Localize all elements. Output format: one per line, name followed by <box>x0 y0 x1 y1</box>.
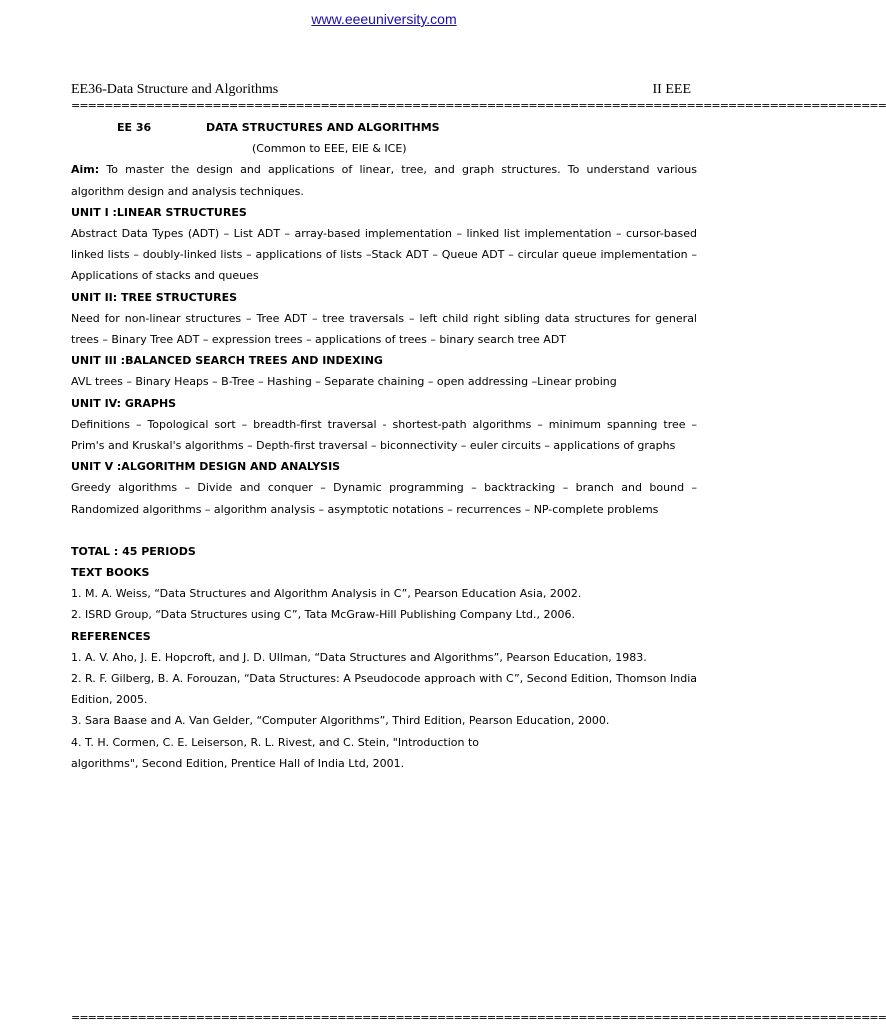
site-link[interactable]: www.eeeuniversity.com <box>311 11 457 27</box>
unit-1-body: Abstract Data Types (ADT) – List ADT – array-based implementation – linked list implementation – cursor-based linked lists – doubly-linked lists – applications of lists –Stack ADT – Queue ADT – circular queue implementation – Applications of stacks and queues <box>71 227 697 283</box>
reference-item: 3. Sara Baase and A. Van Gelder, “Computer Algorithms”, Third Edition, Pearson Education, 2000. <box>71 714 610 728</box>
unit-4-body: Definitions – Topological sort – breadth-first traversal - shortest-path algorithms – minimum spanning tree – Prim's and Kruskal's algorithms – Depth-first traversal – biconnectivity – euler circuits – applications of graphs <box>71 417 697 453</box>
course-code: EE 36 <box>117 121 152 134</box>
aim-paragraph <box>71 159 697 201</box>
reference-item: 1. A. V. Aho, J. E. Hopcroft, and J. D. Ullman, “Data Structures and Algorithms”, Pearson Education, 1983. <box>71 650 647 664</box>
bottom-divider: ================================================================================================== <box>71 1011 886 1024</box>
unit-4-title: UNIT IV: GRAPHS <box>71 396 177 410</box>
references-title: REFERENCES <box>71 629 151 643</box>
course-common-note: (Common to EEE, EIE & ICE) <box>252 142 407 156</box>
reference-item: algorithms", Second Edition, Prentice Hall of India Ltd, 2001. <box>71 756 405 770</box>
spacer <box>71 520 697 541</box>
aim-label: Aim: <box>71 163 100 177</box>
unit-3-body: AVL trees – Binary Heaps – B-Tree – Hashing – Separate chaining – open addressing –Linear probing <box>71 375 617 389</box>
reference-item: 4. T. H. Cormen, C. E. Leiserson, R. L. Rivest, and C. Stein, "Introduction to <box>71 735 480 749</box>
text-book-item: 2. ISRD Group, “Data Structures using C”, Tata McGraw-Hill Publishing Company Ltd., 2006. <box>71 608 575 622</box>
top-divider: ================================================================================================== <box>71 99 886 112</box>
unit-5-title: UNIT V :ALGORITHM DESIGN AND ANALYSIS <box>71 460 341 474</box>
unit-1-title: UNIT I :LINEAR STRUCTURES <box>71 205 247 219</box>
text-book-item: 1. M. A. Weiss, “Data Structures and Algorithm Analysis in C”, Pearson Education Asia, 2002. <box>71 587 582 601</box>
reference-item: 2. R. F. Gilberg, B. A. Forouzan, “Data Structures: A Pseudocode approach with C”, Second Edition, Thomson India Edition, 2005. <box>71 672 697 707</box>
course-header-class: II EEE <box>652 82 691 97</box>
course-name: DATA STRUCTURES AND ALGORITHMS <box>206 121 440 134</box>
aim-text: To master the design and applications of linear, tree, and graph structures. To understand various algorithm design and analysis techniques. <box>71 163 697 198</box>
syllabus-content <box>71 117 697 774</box>
unit-3-title: UNIT III :BALANCED SEARCH TREES AND INDEXING <box>71 354 383 368</box>
unit-5-body: Greedy algorithms – Divide and conquer – Dynamic programming – backtracking – branch and bound – Randomized algorithms – algorithm analysis – asymptotic notations – recurrences – NP-complete problems <box>71 481 697 516</box>
total-periods: TOTAL : 45 PERIODS <box>71 544 196 558</box>
course-title-line <box>71 117 697 138</box>
text-books-title: TEXT BOOKS <box>71 566 150 580</box>
unit-2-body: Need for non-linear structures – Tree ADT – tree traversals – left child right sibling data structures for general trees – Binary Tree ADT – expression trees – applications of trees – binary search tree ADT <box>71 311 697 347</box>
unit-2-title: UNIT II: TREE STRUCTURES <box>71 290 238 304</box>
course-header-title: EE36-Data Structure and Algorithms <box>71 82 279 97</box>
